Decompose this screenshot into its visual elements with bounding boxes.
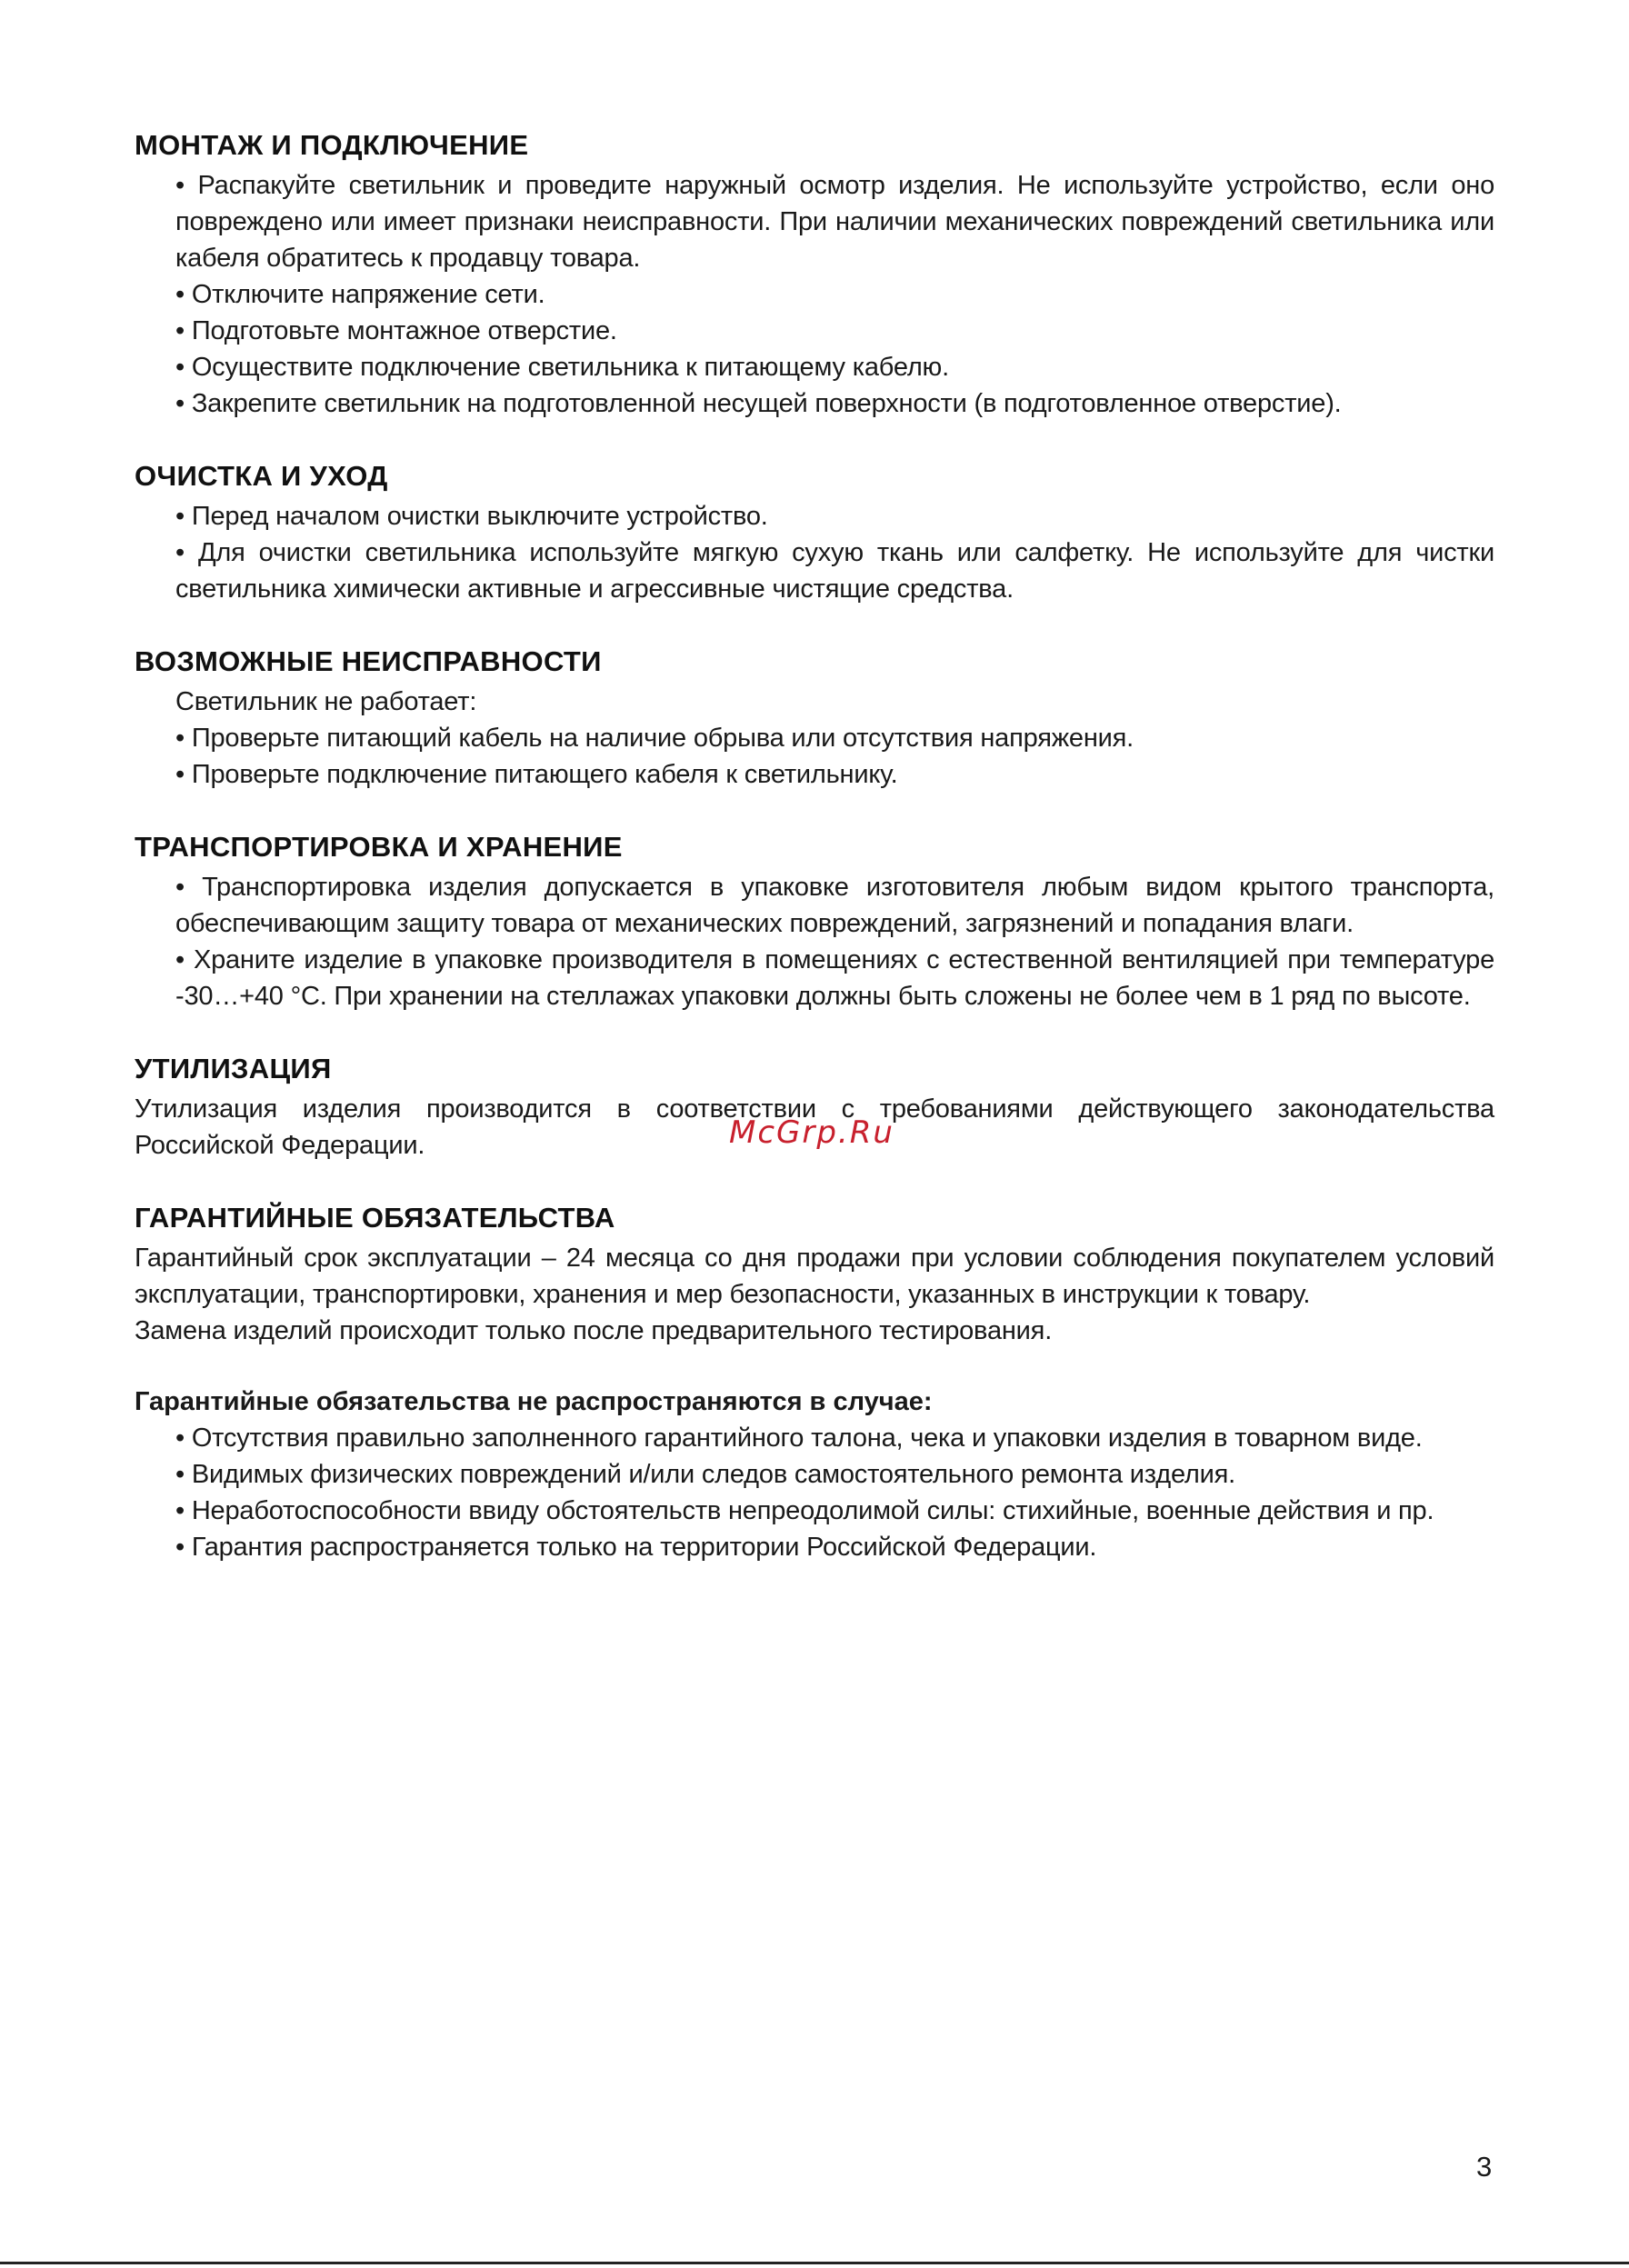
montage-item-4: • Осуществите подключение светильника к питающему кабелю. [135, 349, 1494, 385]
disposal-text: Утилизация изделия производится в соответствии с требованиями действующего законодательства Российской Федерации. [135, 1094, 1494, 1160]
faults-item-1: • Проверьте питающий кабель на наличие обрыва или отсутствия напряжения. [135, 720, 1494, 756]
faults-intro: Светильник не работает: [175, 687, 477, 716]
transport-item-2: • Храните изделие в упаковке производителя в помещениях с естественной вентиляцией при температуре -30…+40 °С. При хранении на стеллажах упаковки должны быть сложены не более чем в 1 ряд по высоте. [135, 942, 1494, 1014]
watermark-text: McGrp.Ru [729, 1114, 894, 1151]
section-transport [135, 827, 1494, 1014]
section-title-transport: ТРАНСПОРТИРОВКА И ХРАНЕНИЕ [135, 831, 623, 863]
exclusions-item-2: • Видимых физических повреждений и/или следов самостоятельного ремонта изделия. [135, 1456, 1494, 1493]
cleaning-item-2: • Для очистки светильника используйте мягкую сухую ткань или салфетку. Не используйте для чистки светильника химически активные и агрессивные чистящие средства. [135, 535, 1494, 607]
section-title-montage: МОНТАЖ И ПОДКЛЮЧЕНИЕ [135, 129, 529, 161]
section-warranty [135, 1198, 1494, 1349]
document-page [135, 125, 1494, 1600]
montage-item-3: • Подготовьте монтажное отверстие. [135, 313, 1494, 349]
transport-item-1: • Транспортировка изделия допускается в упаковке изготовителя любым видом крытого транспорта, обеспечивающим защиту товара от механических повреждений, загрязнений и попадания влаги. [135, 869, 1494, 942]
exclusions-item-3: • Неработоспособности ввиду обстоятельств непреодолимой силы: стихийные, военные действия и пр. [135, 1493, 1494, 1529]
section-montage [135, 125, 1494, 422]
montage-item-5: • Закрепите светильник на подготовленной несущей поверхности (в подготовленное отверстие). [135, 385, 1494, 422]
cleaning-item-1: • Перед началом очистки выключите устройство. [135, 498, 1494, 535]
section-title-warranty: ГАРАНТИЙНЫЕ ОБЯЗАТЕЛЬСТВА [135, 1202, 615, 1234]
warranty-text-2: Замена изделий происходит только после предварительного тестирования. [135, 1316, 1053, 1345]
warranty-text-1: Гарантийный срок эксплуатации – 24 месяца со дня продажи при условии соблюдения покупателем условий эксплуатации, транспортировки, хранения и мер безопасности, указанных в инструкции к товару. [135, 1244, 1494, 1309]
montage-item-1: • Распакуйте светильник и проведите наружный осмотр изделия. Не используйте устройство, если оно повреждено или имеет признаки неисправности. При наличии механических повреждений светильника или кабеля обратитесь к продавцу товара. [135, 167, 1494, 276]
section-title-cleaning: ОЧИСТКА И УХОД [135, 460, 388, 492]
section-cleaning [135, 456, 1494, 607]
faults-item-2: • Проверьте подключение питающего кабеля к светильнику. [135, 756, 1494, 793]
section-faults [135, 642, 1494, 793]
exclusions-item-1: • Отсутствия правильно заполненного гарантийного талона, чека и упаковки изделия в товарном виде. [135, 1420, 1494, 1456]
bottom-rule [0, 2262, 1629, 2264]
section-title-faults: ВОЗМОЖНЫЕ НЕИСПРАВНОСТИ [135, 645, 602, 677]
section-title-disposal: УТИЛИЗАЦИЯ [135, 1053, 332, 1084]
page-number: 3 [1476, 2151, 1493, 2183]
exclusions-title: Гарантийные обязательства не распространяются в случае: [135, 1387, 933, 1416]
section-exclusions [135, 1384, 1494, 1565]
montage-item-2: • Отключите напряжение сети. [135, 276, 1494, 313]
exclusions-item-4: • Гарантия распространяется только на территории Российской Федерации. [135, 1529, 1494, 1565]
